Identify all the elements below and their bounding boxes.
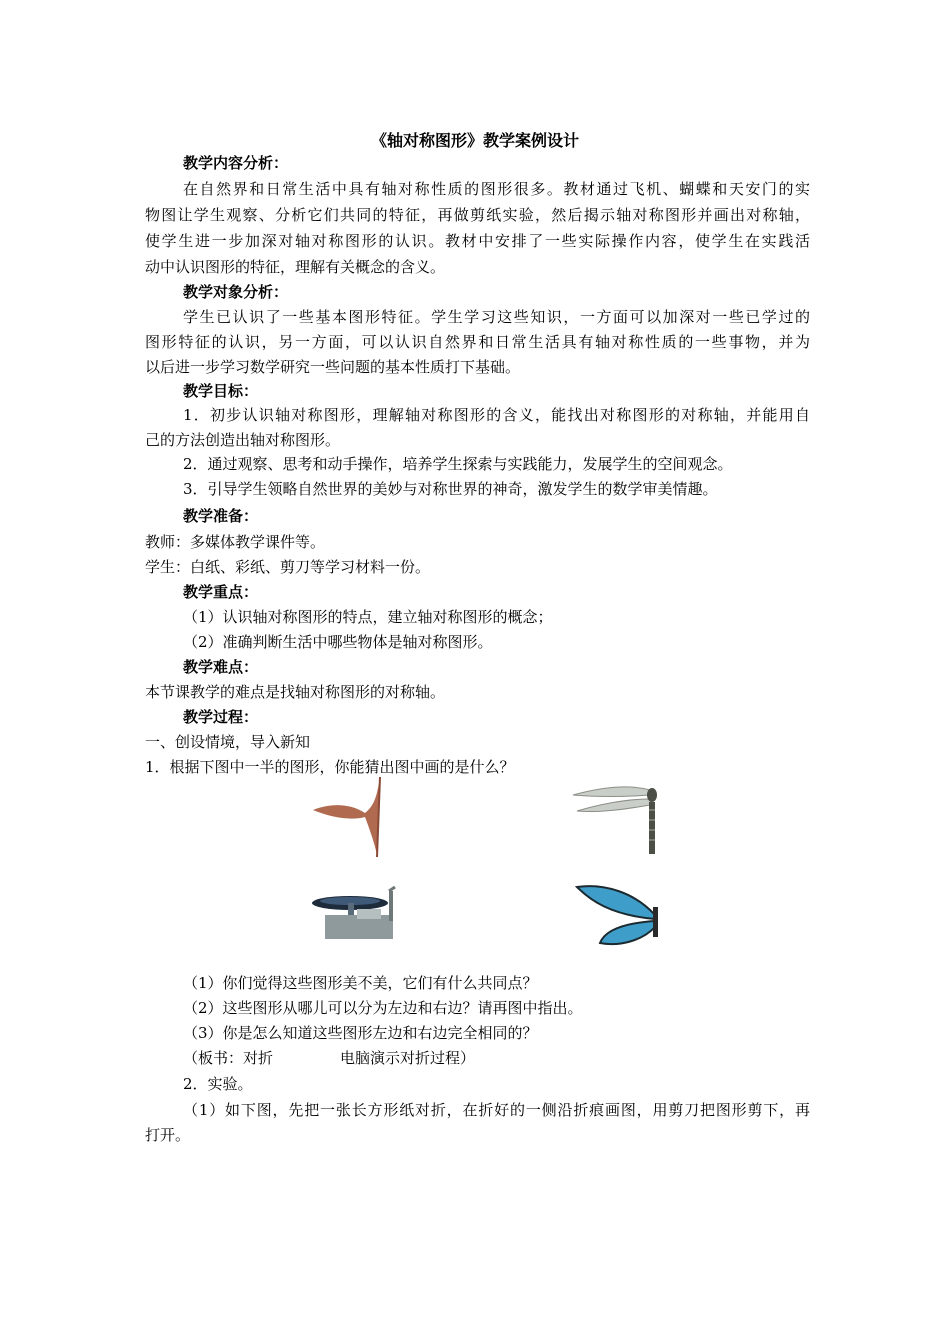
paragraph-line: 在自然界和日常生活中具有轴对称性质的图形很多。教材通过飞机、蝴蝶和天安门的实 (183, 180, 810, 198)
process-question-1: 1．根据下图中一半的图形，你能猜出图中画的是什么？ (145, 758, 515, 776)
paragraph-line: 图形特征的认识，另一方面，可以认识自然界和日常生活具有轴对称性质的一些事物，并为 (145, 333, 810, 351)
paragraph-line: 动中认识图形的特征，理解有关概念的含义。 (145, 258, 446, 276)
key-points-heading: 教学重点： (183, 583, 259, 601)
half-images-figure (305, 775, 690, 955)
process-heading: 教学过程： (183, 708, 259, 726)
preparation-heading: 教学准备： (183, 507, 259, 525)
key-point-item: （1）认识轴对称图形的特点，建立轴对称图形的概念； (183, 608, 553, 626)
goal-item: 1．初步认识轴对称图形，理解轴对称图形的含义，能找出对称图形的对称轴，并能用自 (183, 406, 810, 424)
question-item: （3）你是怎么知道这些图形左边和右边完全相同的？ (183, 1024, 538, 1042)
question-item: （2）这些图形从哪儿可以分为左边和右边？请再图中指出。 (183, 999, 583, 1017)
paragraph-line: 物图让学生观察、分析它们共同的特征，再做剪纸实验，然后揭示轴对称图形并画出对称轴， (145, 206, 810, 224)
experiment-line: （1）如下图，先把一张长方形纸对折，在折好的一侧沿折痕画图，用剪刀把图形剪下，再 (183, 1101, 810, 1119)
half-dragonfly-icon (573, 787, 657, 854)
key-point-item: （2）准确判断生活中哪些物体是轴对称图形。 (183, 633, 493, 651)
paragraph-line: 使学生进一步加深对轴对称图形的认识。教材中安排了一些实际操作内容，使学生在实践活 (145, 232, 810, 250)
goal-item: 己的方法创造出轴对称图形。 (145, 431, 341, 449)
half-scale-icon (312, 887, 395, 939)
board-note-demo: 电脑演示对折过程） (340, 1049, 476, 1067)
object-analysis-heading: 教学对象分析： (183, 283, 289, 301)
paragraph-line: 学生已认识了一些基本图形特征。学生学习这些知识，一方面可以加深对一些已学过的 (183, 308, 810, 326)
difficulty-heading: 教学难点： (183, 658, 259, 676)
paragraph-line: 以后进一步学习数学研究一些问题的基本性质打下基础。 (145, 358, 521, 376)
goal-item: 3．引导学生领略自然世界的美妙与对称世界的神奇，激发学生的数学审美情趣。 (183, 480, 718, 498)
step-2: 2．实验。 (183, 1075, 253, 1093)
difficulty-text: 本节课教学的难点是找轴对称图形的对称轴。 (145, 683, 446, 701)
half-butterfly-icon (577, 886, 658, 944)
process-section-1: 一、创设情境，导入新知 (145, 733, 311, 751)
half-leaf-icon (313, 777, 380, 857)
preparation-teacher: 教师：多媒体教学课件等。 (145, 533, 326, 551)
content-analysis-heading: 教学内容分析： (183, 154, 289, 172)
page-title: 《轴对称图形》教学案例设计 (370, 131, 579, 150)
board-note: （板书：对折 (183, 1049, 274, 1067)
goal-item: 2．通过观察、思考和动手操作，培养学生探索与实践能力，发展学生的空间观念。 (183, 455, 733, 473)
preparation-student: 学生：白纸、彩纸、剪刀等学习材料一份。 (145, 558, 431, 576)
goals-heading: 教学目标： (183, 382, 259, 400)
experiment-line: 打开。 (145, 1126, 191, 1144)
question-item: （1）你们觉得这些图形美不美，它们有什么共同点？ (183, 974, 538, 992)
